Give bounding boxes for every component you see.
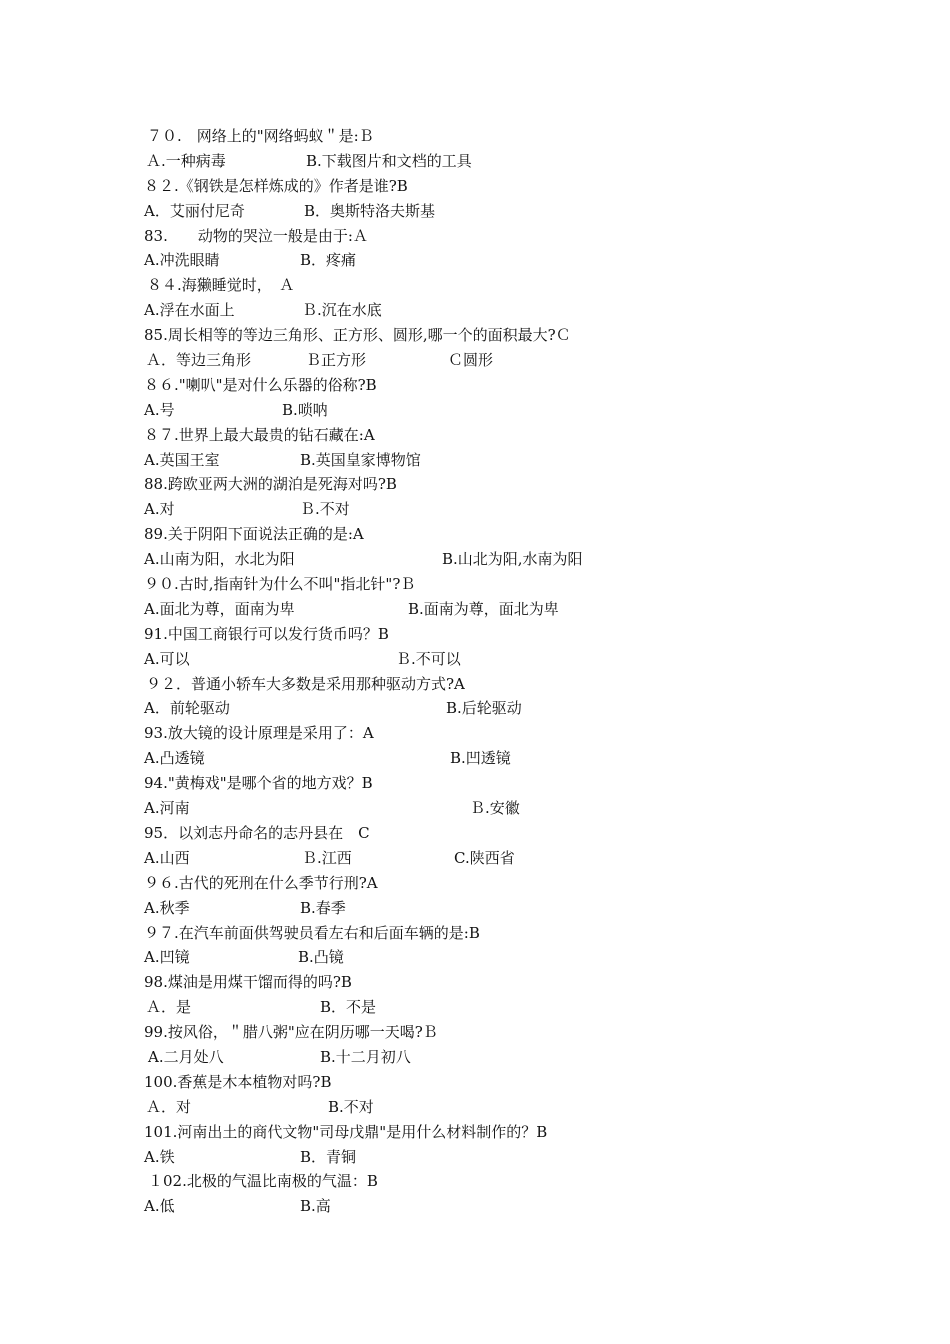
option: Ｂ.沉在水底 [302,301,382,320]
question-text: ９６.古代的死刑在什么季节行刑?A [144,873,378,892]
question-options [144,696,890,721]
question-text: ９０.古时,指南针为什么不叫"指北针"?Ｂ [144,575,416,594]
question-text: 100.香蕉是木本植物对吗?B [144,1072,332,1091]
option: Ｃ圆形 [448,351,494,370]
question-options [144,248,890,273]
question-options [144,1095,890,1120]
option: B．不是 [320,998,377,1017]
option: A.凸透镜 [144,749,205,768]
option: A.秋季 [144,898,190,917]
option: A.山西 [144,848,190,867]
question-text: 88.跨欧亚两大洲的湖泊是死海对吗?B [144,475,397,494]
option: Ｂ.不可以 [396,649,461,668]
option: A.英国王室 [144,450,220,469]
option: Ｂ.安徽 [470,799,520,818]
question-text: １02.北极的气温比南极的气温：B [148,1172,378,1191]
option: B.面南为尊，面北为卑 [408,599,559,618]
option: B．奥斯特洛夫斯基 [304,201,436,220]
question-options [144,199,890,224]
question-list [144,124,890,1219]
question-options [144,995,890,1020]
question-options [144,448,890,473]
option: A.面北为尊，面南为卑 [144,599,295,618]
option: A.铁 [144,1147,175,1166]
option: A．前轮驱动 [144,699,230,718]
question-text: ８６."喇叭"是对什么乐器的俗称?B [144,375,377,394]
option: C.陕西省 [454,848,515,867]
option: A.冲洗眼睛 [144,251,220,270]
question-text: 99.按风俗，＂腊八粥"应在阴历哪一天喝?Ｂ [144,1023,438,1042]
question-text: 91.中国工商银行可以发行货币吗？B [144,624,389,643]
option: A.山南为阳，水北为阳 [144,550,295,569]
option: A.号 [144,400,175,419]
option: B.下载图片和文档的工具 [306,151,472,170]
question-options [144,497,890,522]
option: B．疼痛 [300,251,357,270]
option: B.山北为阳,水南为阳 [442,550,583,569]
option: A.可以 [144,649,190,668]
question-options [144,647,890,672]
question-text: 95．以刘志丹命名的志丹县在 C [144,823,370,842]
question-text: 85.周长相等的等边三角形、正方形、圆形,哪一个的面积最大?Ｃ [144,326,571,345]
option: B.春季 [300,898,346,917]
option: B．青铜 [300,1147,357,1166]
question-options [144,149,890,174]
option: A.浮在水面上 [144,301,235,320]
option: B.凸镜 [298,948,344,967]
option: Ｂ.江西 [302,848,352,867]
question-options [144,597,890,622]
option: B.英国皇家博物馆 [300,450,421,469]
option: Ａ.一种病毒 [146,151,226,170]
question-text: ８２.《钢铁是怎样炼成的》作者是谁?B [144,176,408,195]
option: A.河南 [144,799,190,818]
option: B.凹透镜 [450,749,511,768]
question-text: 83. 动物的哭泣一般是由于:Ａ [144,226,368,245]
question-options [144,547,890,572]
question-options [144,348,890,373]
question-text: 94."黄梅戏"是哪个省的地方戏？B [144,774,373,793]
question-options [144,796,890,821]
question-options [144,398,890,423]
option: A.低 [144,1197,175,1216]
question-options [144,846,890,871]
question-text: 98.煤油是用煤干馏而得的吗?B [144,973,352,992]
question-text: ９２．普通小轿车大多数是采用那种驱动方式?A [146,674,465,693]
question-options [144,298,890,323]
question-options [144,1045,890,1070]
question-text: ８４.海獭睡觉时， Ａ [147,276,295,295]
question-options [144,1145,890,1170]
option: A.二月处八 [148,1047,224,1066]
option: A.凹镜 [144,948,190,967]
option: B.后轮驱动 [446,699,522,718]
option: B.高 [300,1197,331,1216]
option: Ａ．等边三角形 [146,351,252,370]
question-text: ７０. 网络上的"网络蚂蚁＂是:Ｂ [147,127,374,145]
option: A．艾丽付尼奇 [144,201,245,220]
question-options [144,746,890,771]
option: A.对 [144,500,175,519]
option: Ａ．是 [146,998,192,1017]
question-options [144,945,890,970]
option: B.十二月初八 [320,1047,411,1066]
question-text: ９７.在汽车前面供驾驶员看左右和后面车辆的是:B [144,923,480,942]
question-options [144,896,890,921]
option: B.唢呐 [282,400,328,419]
option: B.不对 [328,1097,374,1116]
question-options [144,1194,890,1219]
question-text: 89.关于阴阳下面说法正确的是:A [144,525,364,544]
question-text: 93.放大镜的设计原理是采用了：A [144,724,374,743]
option: Ａ．对 [146,1097,192,1116]
option: Ｂ正方形 [306,351,367,370]
question-text: 101.河南出土的商代文物"司母戊鼎"是用什么材料制作的？B [144,1122,548,1141]
option: Ｂ.不对 [300,500,350,519]
question-text: ８７.世界上最大最贵的钻石藏在:A [144,425,375,444]
